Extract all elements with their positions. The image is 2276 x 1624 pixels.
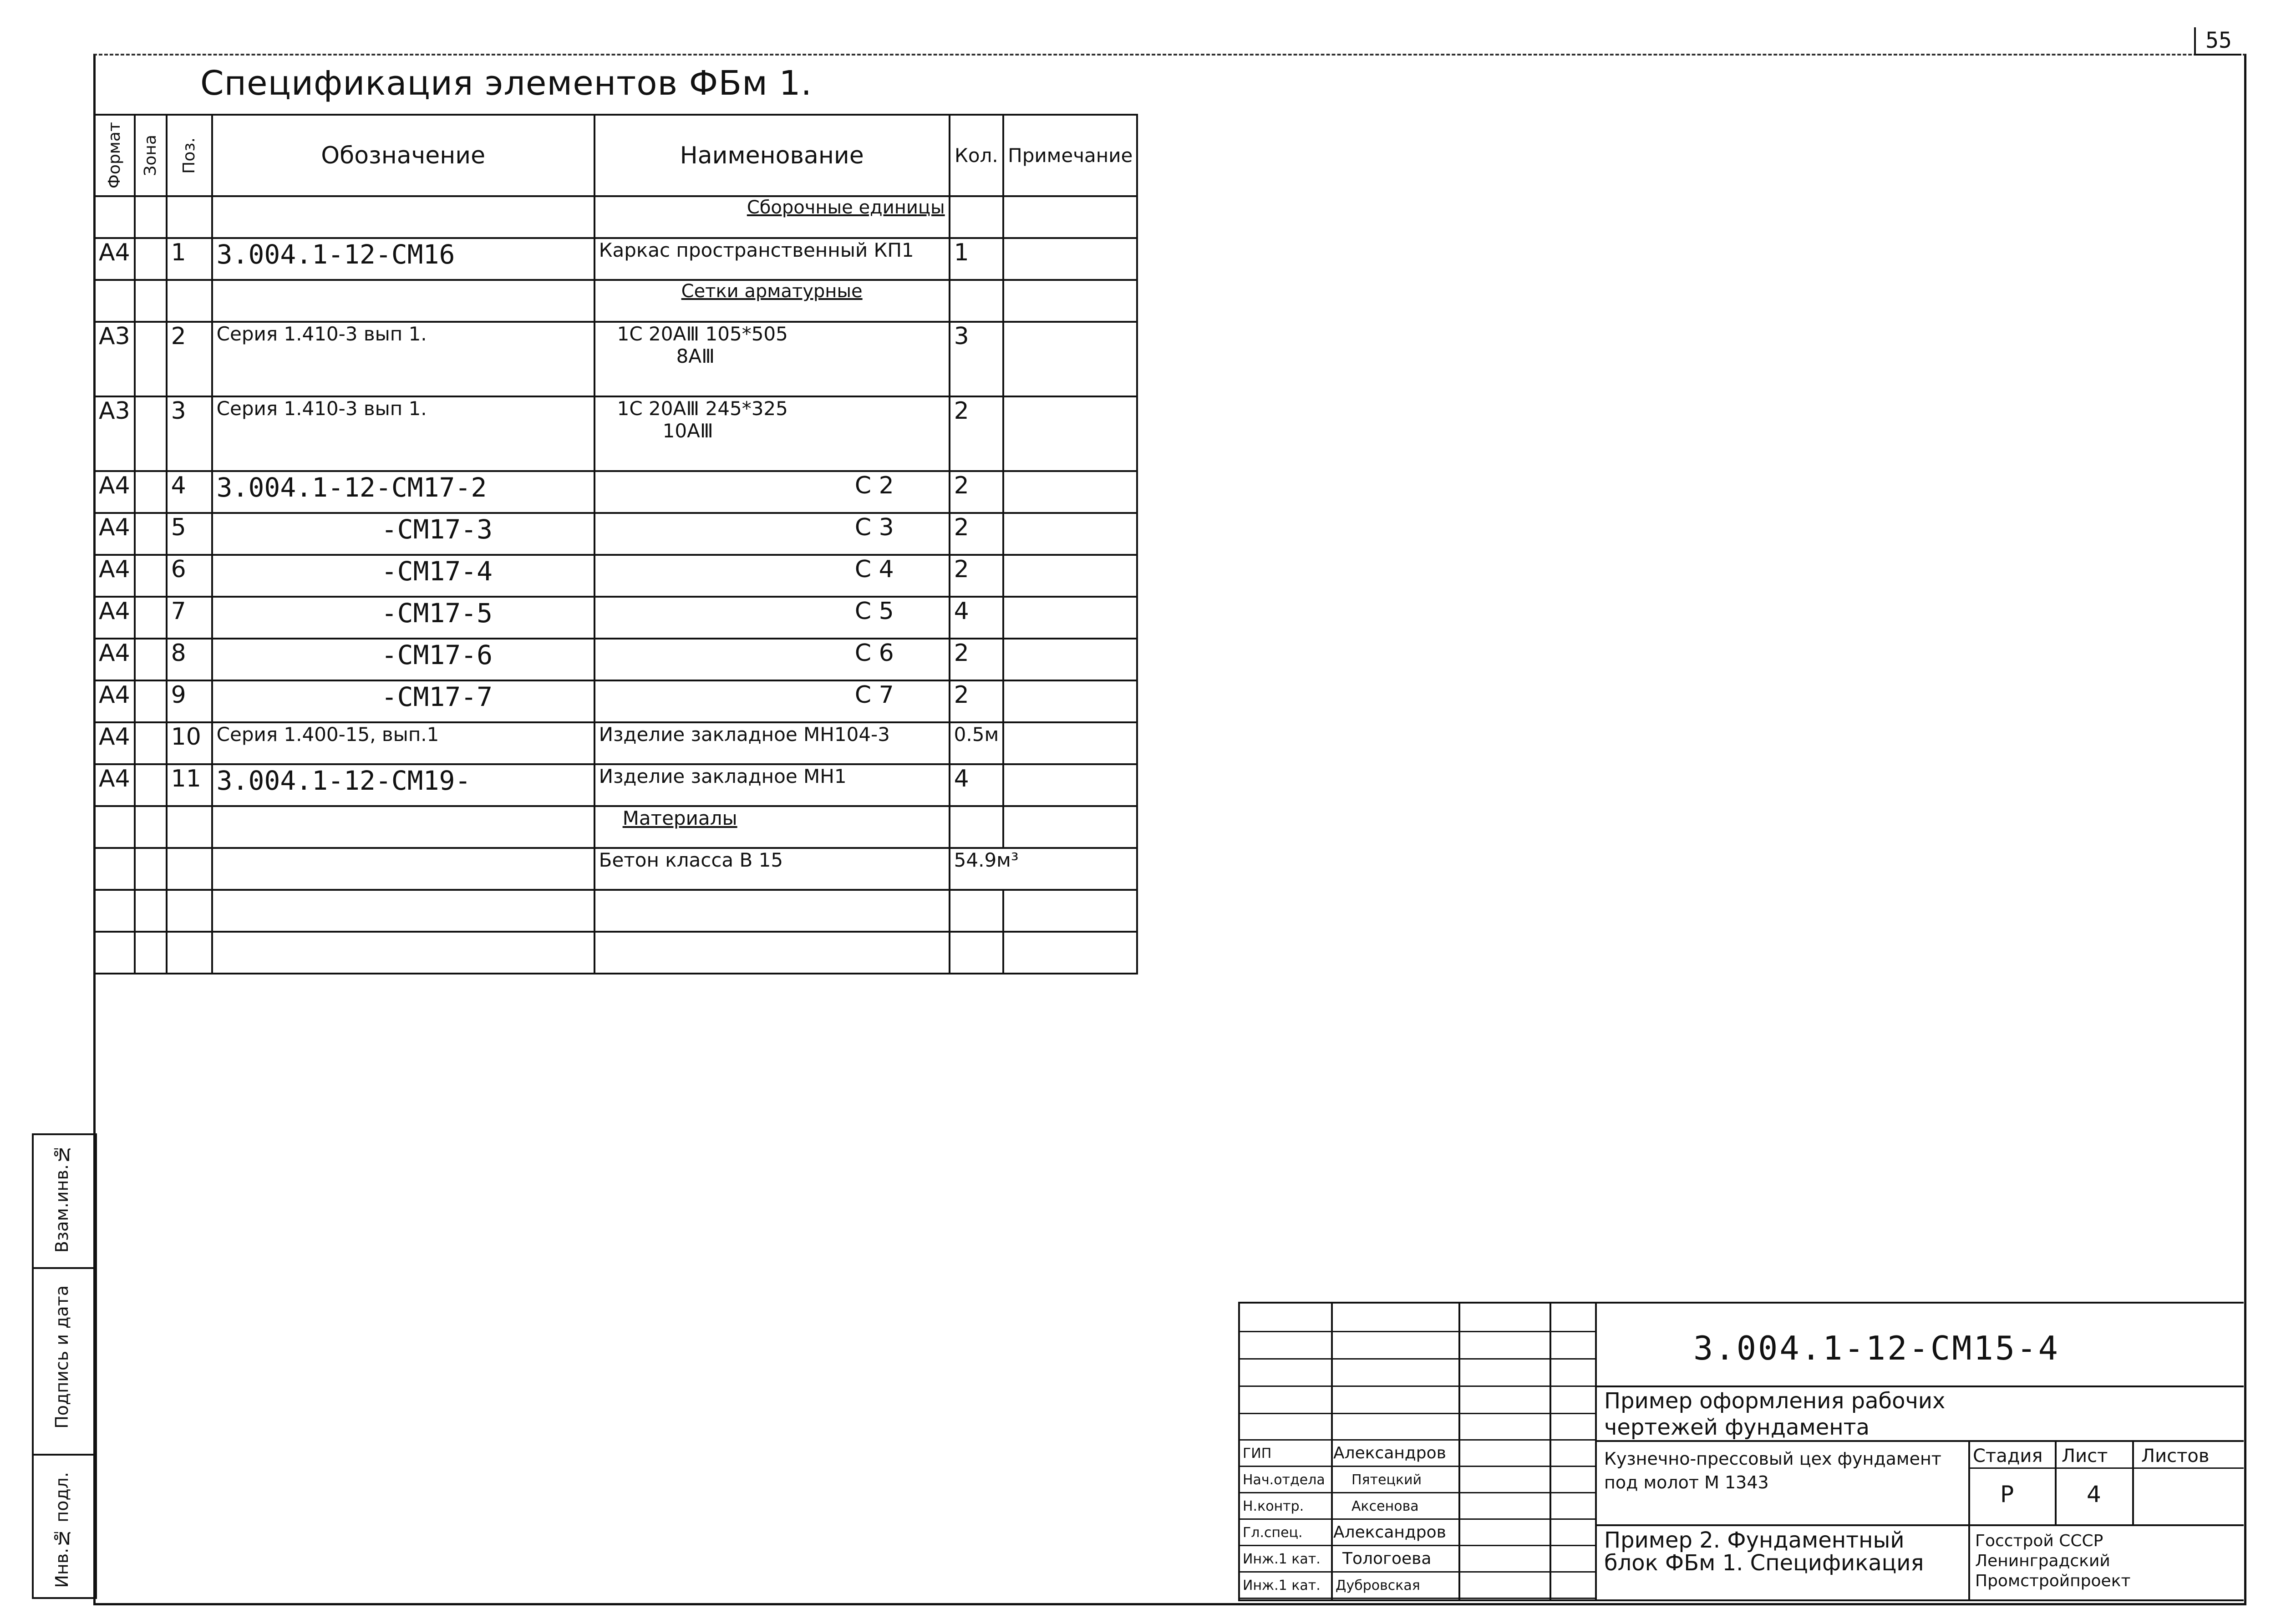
cell-pos: 8 [167, 639, 212, 680]
sheet-value: 4 [2087, 1481, 2101, 1507]
cell-format: А3 [94, 322, 135, 396]
section-materials: Материалы [622, 807, 737, 829]
cell-qty: 2 [950, 555, 1003, 597]
sheet-label: Лист [2062, 1446, 2108, 1467]
cell-designation: -СМ17-3 [212, 513, 594, 555]
cell-format: А4 [94, 722, 135, 764]
header-pos: Поз. [167, 115, 212, 196]
person-row: ГИП Александров [1240, 1439, 1595, 1467]
table-row [94, 848, 1137, 890]
cell-qty: 54.9м³ [950, 848, 1138, 890]
person-row: Гл.спец. Александров [1240, 1518, 1595, 1546]
person-row: Инж.1 кат. Дубровская [1240, 1571, 1595, 1599]
cell-name: Каркас пространственный КП1 [594, 238, 950, 280]
cell-name: С 4 [594, 555, 950, 597]
cell-name: Бетон класса В 15 [594, 848, 950, 890]
cell-format: А4 [94, 513, 135, 555]
cell-format: А4 [94, 680, 135, 722]
signature-grid [1240, 1304, 1595, 1599]
table-row [94, 471, 1137, 513]
cell-qty: 2 [950, 471, 1003, 513]
section-meshes: Сетки арматурные [681, 281, 863, 302]
table-row [94, 513, 1137, 555]
cell-pos: 5 [167, 513, 212, 555]
cell-qty: 4 [950, 764, 1003, 806]
section-assembly: Сборочные единицы [747, 197, 945, 218]
cell-pos: 2 [167, 322, 212, 396]
left-stamp [32, 1133, 97, 1599]
cell-format: А4 [94, 597, 135, 639]
section-row [94, 806, 1137, 848]
header-zone: Зона [135, 115, 167, 196]
cell-designation: 3.004.1-12-СМ16 [212, 238, 594, 280]
cell-name: С 5 [594, 597, 950, 639]
cell-name: 1С 20АⅢ 105*505 [617, 323, 788, 345]
cell-designation: Серия 1.410-3 вып 1. [212, 396, 594, 471]
cell-format: А4 [94, 764, 135, 806]
table-row [94, 238, 1137, 280]
stamp-original-inv: Инв.№ подл. [52, 1472, 72, 1588]
cell-qty: 0.5м [950, 722, 1003, 764]
cell-name-line2: 8АⅢ [676, 345, 715, 367]
table-row [94, 555, 1137, 597]
sheets-label: Листов [2141, 1446, 2210, 1467]
cell-designation: 3.004.1-12-СМ19- [212, 764, 594, 806]
cell-designation: -СМ17-6 [212, 639, 594, 680]
cell-pos: 1 [167, 238, 212, 280]
spec-title: Спецификация элементов ФБм 1. [200, 64, 813, 103]
header-format: Формат [94, 115, 135, 196]
table-row [94, 680, 1137, 722]
specification-table [93, 114, 1138, 974]
cell-format: А3 [94, 396, 135, 471]
cell-qty: 1 [950, 238, 1003, 280]
cell-format: А4 [94, 471, 135, 513]
table-header [94, 115, 1137, 196]
object-title: Кузнечно-прессовый цех фундамент под молот М 1343 [1604, 1449, 1941, 1492]
cell-name: С 2 [594, 471, 950, 513]
cell-name: Изделие закладное МН1 [594, 764, 950, 806]
cell-name: 1С 20АⅢ 245*325 [617, 397, 788, 420]
stage-value: Р [2000, 1481, 2014, 1507]
header-qty: Кол. [950, 115, 1003, 196]
table-row-empty [94, 890, 1137, 932]
person-row: Инж.1 кат. Тологоева [1240, 1545, 1595, 1573]
cell-qty: 2 [950, 396, 1003, 471]
cell-pos: 4 [167, 471, 212, 513]
cell-name: С 3 [594, 513, 950, 555]
table-row [94, 764, 1137, 806]
cell-qty: 4 [950, 597, 1003, 639]
cell-designation: 3.004.1-12-СМ17-2 [212, 471, 594, 513]
table-row-empty [94, 932, 1137, 974]
organization: Госстрой СССР Ленинградский Промстройпроект [1975, 1532, 2131, 1590]
header-name: Наименование [594, 115, 950, 196]
cell-qty: 3 [950, 322, 1003, 396]
cell-pos: 9 [167, 680, 212, 722]
cell-pos: 6 [167, 555, 212, 597]
section-row [94, 280, 1137, 322]
section-row [94, 196, 1137, 238]
table-row [94, 639, 1137, 680]
cell-designation: -СМ17-4 [212, 555, 594, 597]
sheet-title: Пример 2. Фундаментный блок ФБм 1. Спецификация [1604, 1528, 1924, 1576]
cell-qty: 2 [950, 513, 1003, 555]
cell-qty: 2 [950, 639, 1003, 680]
cell-designation: -СМ17-5 [212, 597, 594, 639]
cell-name-line2: 10АⅢ [662, 420, 713, 442]
cell-qty: 2 [950, 680, 1003, 722]
stage-label: Стадия [1973, 1446, 2043, 1467]
cell-pos: 3 [167, 396, 212, 471]
stamp-sign-date: Подпись и дата [52, 1285, 72, 1429]
cell-designation: -СМ17-7 [212, 680, 594, 722]
cell-name: С 6 [594, 639, 950, 680]
document-code: 3.004.1-12-СМ15-4 [1693, 1329, 2060, 1367]
person-row: Нач.отдела Пятецкий [1240, 1466, 1595, 1493]
cell-name: Изделие закладное МН104-3 [594, 722, 950, 764]
example-title: Пример оформления рабочих чертежей фундамента [1604, 1388, 1946, 1440]
table-row [94, 722, 1137, 764]
cell-designation: Серия 1.410-3 вып 1. [212, 322, 594, 396]
table-row [94, 396, 1137, 471]
cell-pos: 10 [167, 722, 212, 764]
cell-format: А4 [94, 238, 135, 280]
cell-pos: 7 [167, 597, 212, 639]
header-note: Примечание [1003, 115, 1137, 196]
cell-format: А4 [94, 639, 135, 680]
cell-designation: Серия 1.400-15, вып.1 [212, 722, 594, 764]
cell-name: С 7 [594, 680, 950, 722]
table-row [94, 597, 1137, 639]
stamp-replace-inv: Взам.инв.№ [52, 1144, 72, 1253]
sheet-corner-number: 55 [2194, 27, 2241, 56]
table-row [94, 322, 1137, 396]
cell-pos: 11 [167, 764, 212, 806]
header-designation: Обозначение [212, 115, 594, 196]
person-row [1240, 1598, 1595, 1599]
person-row: Н.контр. Аксенова [1240, 1492, 1595, 1520]
cell-format: А4 [94, 555, 135, 597]
